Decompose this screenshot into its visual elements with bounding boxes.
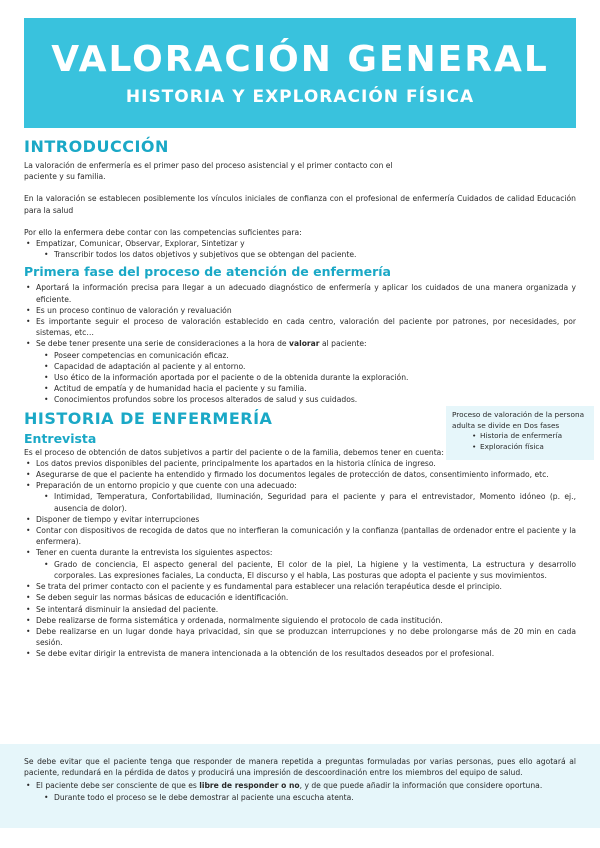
list-item: • Uso ético de la información aportada por el paciente o de la obtenida durante la exploración.: [24, 372, 454, 383]
list-item: • Actitud de empatía y de humanidad hacia el paciente y su familia.: [24, 383, 454, 394]
list-item: • Los datos previos disponibles del paciente, principalmente los apartados en la historia clínica de ingreso.: [24, 458, 576, 469]
list-item: • Asegurarse de que el paciente ha entendido y firmado los documentos legales de protección de datos, consentimiento informado, etc.: [24, 469, 576, 480]
bottom-sublist: [24, 792, 576, 803]
list-item: • Se deben seguir las normas básicas de educación e identificación.: [24, 592, 576, 603]
history-sublist: [24, 491, 576, 513]
phase-list: [24, 282, 576, 349]
phase-heading: Primera fase del proceso de atención de enfermería: [24, 264, 391, 280]
history-intro: Es el proceso de obtención de datos subjetivos a partir del paciente o de la familia, debemos tener en cuenta:: [24, 447, 444, 457]
phases-note-box: [446, 406, 594, 460]
list-item: • Se trata del primer contacto con el paciente y es fundamental para establecer una relación terapéutica desde el principio.: [24, 581, 576, 592]
page-title: VALORACIÓN GENERAL: [51, 39, 549, 80]
list-item: [24, 780, 576, 791]
list-item: • Se debe evitar dirigir la entrevista de manera intencionada a la obtención de los resultados deseados por el profesional.: [24, 648, 576, 659]
text-run: Se debe tener presente una serie de consideraciones a la hora de: [36, 339, 290, 349]
bottom-paragraph: Se debe evitar que el paciente tenga que responder de manera repetida a preguntas formuladas por varias personas, pues ello agotará al paciente, redundará en la pérdida de datos y producirá una impresión de descoordinación entre los miembros del equipo de salud.: [24, 757, 576, 778]
phases-note-text: Proceso de valoración de la persona adulta se divide en Dos fases: [452, 410, 585, 430]
intro-paragraph-2: En la valoración se establecen posiblemente los vínculos iniciales de confianza con el profesional de enfermería Cuidados de calidad Educación para la salud: [24, 194, 576, 215]
list-item: • Se intentará disminuir la ansiedad del paciente.: [24, 604, 576, 615]
list-item: • Exploración física: [452, 442, 588, 453]
list-item: • Preparación de un entorno propicio y que cuente con una adecuado:: [24, 480, 576, 491]
list-item: • Contar con dispositivos de recogida de datos que no interfieran la comunicación y la confianza (pantallas de ordenador entre el paciente y la enfermera).: [24, 525, 576, 547]
list-item: • Aportará la información precisa para llegar a un adecuado diagnóstico de enfermería y aplicar los cuidados de una manera organizada y eficiente.: [24, 282, 576, 304]
list-item: • Debe realizarse de forma sistemática y ordenada, normalmente siguiendo el protocolo de cada institución.: [24, 615, 576, 626]
bottom-note-box: [0, 744, 600, 828]
history-sublist: [24, 559, 576, 581]
list-item: • Disponer de tiempo y evitar interrupciones: [24, 514, 576, 525]
main-content: [24, 136, 576, 660]
bottom-list: [24, 780, 576, 791]
list-item: • Empatizar, Comunicar, Observar, Explorar, Sintetizar y: [24, 238, 576, 249]
list-item: • Debe realizarse en un lugar donde haya privacidad, sin que se produzcan interrupciones y no debe prolongarse más de 20 min en cada sesión.: [24, 626, 576, 648]
list-item: • Es un proceso continuo de valoración y revaluación: [24, 305, 576, 316]
list-item: • Poseer competencias en comunicación eficaz.: [24, 350, 454, 361]
list-item: • Tener en cuenta durante la entrevista los siguientes aspectos:: [24, 547, 576, 558]
history-list: [24, 458, 576, 492]
history-list: [24, 514, 576, 559]
history-heading: HISTORIA DE ENFERMERÍA: [24, 408, 273, 428]
text-run: , y de que puede añadir la información que considere oportuna.: [299, 781, 543, 791]
list-item: • Intimidad, Temperatura, Confortabilidad, Iluminación, Seguridad para el paciente y para el entrevistador, Momento idóneo (p. ej., ausencia de dolor).: [24, 491, 576, 513]
history-list: [24, 581, 576, 659]
bold-text: libre de responder o no: [199, 781, 300, 791]
list-item: [24, 338, 576, 349]
intro-paragraph-1: La valoración de enfermería es el primer paso del proceso asistencial y el primer contacto con el paciente y su familia.: [24, 161, 393, 182]
intro-list: [24, 238, 576, 249]
bold-text: valorar: [289, 339, 320, 349]
text-run: El paciente debe ser consciente de que es: [36, 781, 200, 791]
list-item: • Transcribir todos los datos objetivos y subjetivos que se obtengan del paciente.: [24, 249, 576, 260]
phase-sublist: [24, 350, 454, 406]
page-subtitle: HISTORIA Y EXPLORACIÓN FÍSICA: [125, 87, 475, 107]
interview-heading: Entrevista: [24, 430, 97, 446]
intro-paragraph-3: Por ello la enfermera debe contar con las competencias suficientes para:: [24, 227, 302, 237]
list-item: • Es importante seguir el proceso de valoración establecido en cada centro, valoración del paciente por patrones, por necesidades, por sistemas, etc…: [24, 316, 576, 338]
list-item: • Durante todo el proceso se le debe demostrar al paciente una escucha atenta.: [24, 792, 576, 803]
intro-sublist: [24, 249, 576, 260]
list-item: • Capacidad de adaptación al paciente y al entorno.: [24, 361, 454, 372]
title-banner: [24, 18, 576, 128]
list-item: • Grado de conciencia, El aspecto general del paciente, El color de la piel, La higiene y la vestimenta, La estructura y desarrollo corporales. Las expresiones faciales, La conducta, El discurso y el habla, Las posturas que adopta el paciente y sus movimientos.: [24, 559, 576, 581]
phases-note-list: [452, 431, 588, 452]
intro-heading: INTRODUCCIÓN: [24, 137, 169, 156]
list-item: • Historia de enfermería: [452, 431, 588, 442]
text-run: al paciente:: [319, 339, 367, 349]
list-item: • Conocimientos profundos sobre los procesos alterados de salud y sus cuidados.: [24, 394, 454, 405]
